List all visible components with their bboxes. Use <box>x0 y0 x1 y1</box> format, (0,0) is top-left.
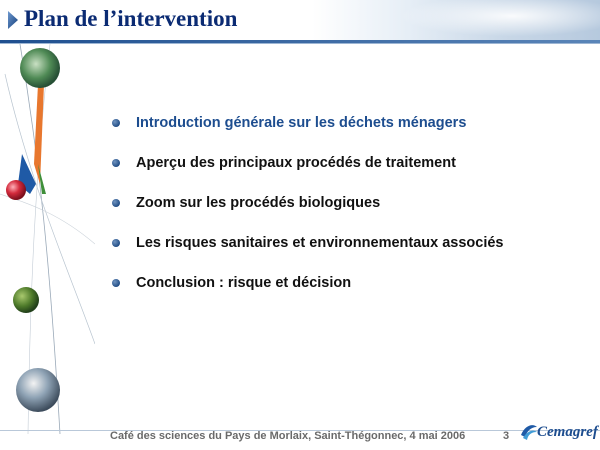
list-item <box>112 192 582 232</box>
page-number: 3 <box>503 430 510 442</box>
list-item-text: Zoom sur les procédés biologiques <box>136 195 381 211</box>
logo-text: Cemagref <box>537 424 598 440</box>
list-item-text: Les risques sanitaires et environnementaux associés <box>136 235 504 251</box>
bullet-dot-icon <box>112 239 120 247</box>
decorative-band <box>0 44 95 434</box>
list-item-text: Aperçu des principaux procédés de traitement <box>136 155 456 171</box>
list-item <box>112 112 582 152</box>
list-item-text: Conclusion : risque et décision <box>136 275 352 291</box>
chevron-right-icon <box>6 10 20 30</box>
header-glow <box>380 0 600 40</box>
list-item <box>112 232 582 272</box>
list-item <box>112 152 582 192</box>
slide-title: Plan de l’intervention <box>24 6 238 31</box>
bullet-dot-icon <box>112 159 120 167</box>
agenda-list <box>112 112 582 312</box>
list-item <box>112 272 582 312</box>
bullet-dot-icon <box>112 199 120 207</box>
bullet-dot-icon <box>112 279 120 287</box>
footer-text: Café des sciences du Pays de Morlaix, Saint-Thégonnec, 4 mai 2006 <box>110 430 466 442</box>
bullet-dot-icon <box>112 119 120 127</box>
list-item-text: Introduction générale sur les déchets ménagers <box>136 115 467 131</box>
